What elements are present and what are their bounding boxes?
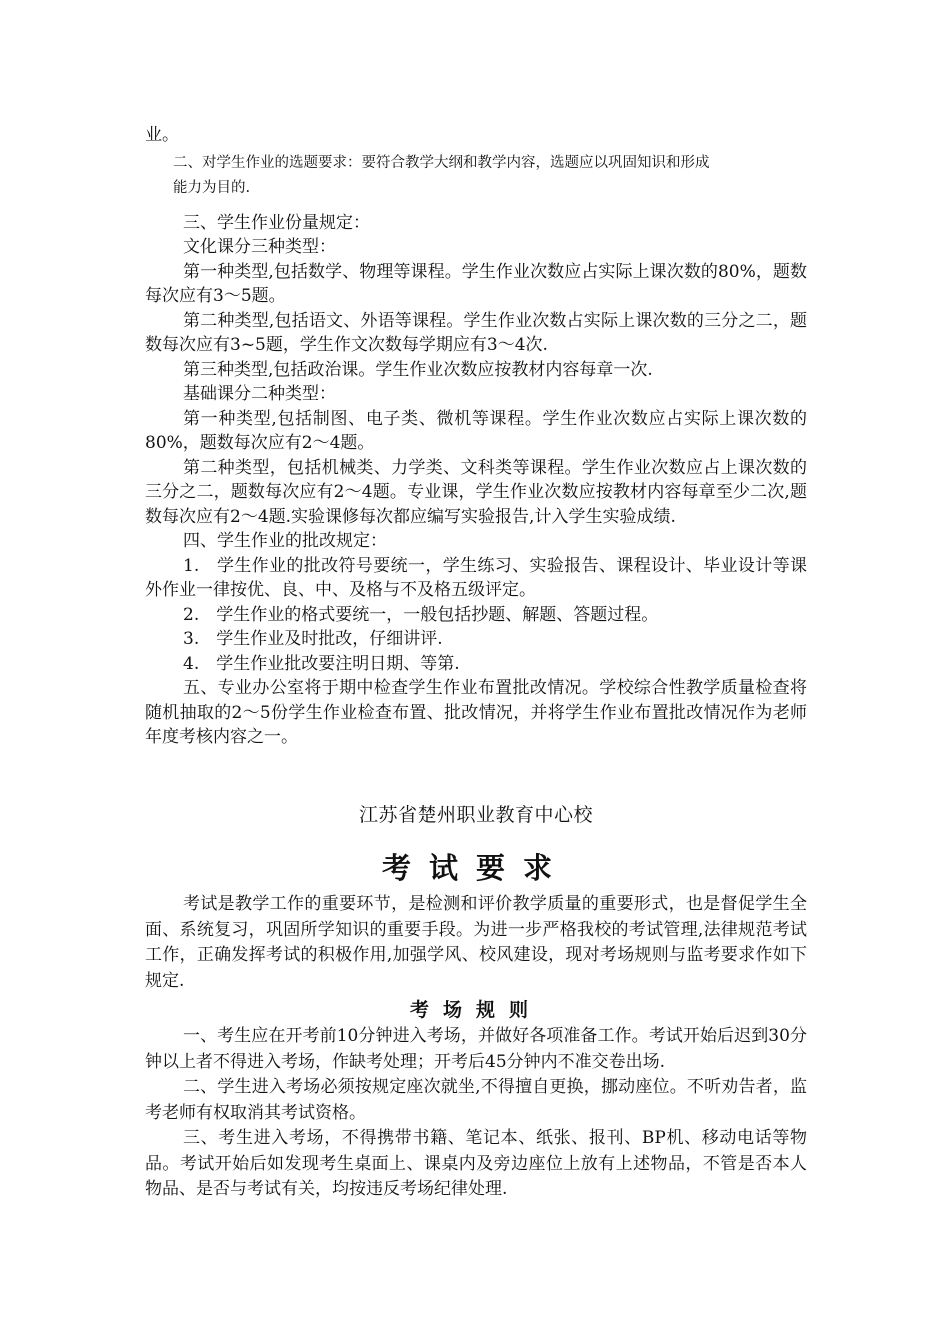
rules-title: 考场规则 xyxy=(409,999,542,1021)
culture-heading: 文化课分三种类型： xyxy=(183,237,336,257)
exam-rule-1: 一、考生应在开考前10分钟进入考场，并做好各项准备工作。考试开始后迟到30分钟以上者不得进入考场，作缺考处理；开考后45分钟内不准交卷出场. xyxy=(145,1026,807,1072)
exam-rule-2: 二、学生进入考场必须按规定座次就坐,不得擅自更换，挪动座位。不听劝告者，监考老师有权取消其考试资格。 xyxy=(145,1077,807,1123)
rule-4-heading: 四、学生作业的批改规定： xyxy=(183,531,387,551)
exam-rule-3: 三、考生进入考场，不得携带书籍、笔记本、纸张、报刊、BP机、移动电话等物品。考试开始后如发现考生桌面上、课桌内及旁边座位上放有上述物品，不管是否本人物品、是否与考试有关，均按违反考场纪律处理. xyxy=(145,1128,807,1199)
rule-2-line1: 二、对学生作业的选题要求：要符合教学大纲和教学内容，选题应以巩固知识和形成 xyxy=(173,154,710,171)
basic-type-2: 第二种类型，包括机械类、力学类、文科类等课程。学生作业次数应占上课次数的三分之二，题数每次应有2～4题。专业课，学生作业次数应按教材内容每章至少二次,题数每次应有2～4题.实验课修每次都应编写实验报告,计入学生实验成绩. xyxy=(145,457,807,527)
exam-section xyxy=(145,782,807,1203)
homework-section xyxy=(145,123,807,750)
culture-type-1: 第一种类型,包括数学、物理等课程。学生作业次数应占实际上课次数的80%，题数每次应有3～5题。 xyxy=(145,261,807,306)
rule-4-point-3: 3. 学生作业及时批改，仔细讲评. xyxy=(183,629,443,649)
basic-heading: 基础课分二种类型： xyxy=(183,384,336,404)
rule-2-line2: 能力为目的. xyxy=(173,179,251,196)
rule-4-point-1: 1. 学生作业的批改符号要统一，学生练习、实验报告、课程设计、毕业设计等课外作业一律按优、良、中、及格与不及格五级评定。 xyxy=(145,555,807,600)
rule-3-heading: 三、学生作业份量规定： xyxy=(183,212,370,233)
top-fragment: 业。 xyxy=(145,125,179,145)
basic-type-1: 第一种类型,包括制图、电子类、微机等课程。学生作业次数应占实际上课次数的80%，题数每次应有2～4题。 xyxy=(145,408,807,453)
exam-title: 考试要求 xyxy=(381,851,570,885)
exam-intro: 考试是教学工作的重要环节，是检测和评价教学质量的重要形式，也是督促学生全面、系统复习，巩固所学知识的重要手段。为进一步严格我校的考试管理,法律规范考试工作，正确发挥考试的积极作用,加强学风、校风建设，现对考场规则与监考要求作如下规定. xyxy=(145,894,807,991)
culture-type-3: 第三种类型,包括政治课。学生作业次数应按教材内容每章一次. xyxy=(183,359,653,380)
rule-4-point-4: 4. 学生作业批改要注明日期、等第. xyxy=(183,653,460,674)
school-name: 江苏省楚州职业教育中心校 xyxy=(358,804,593,826)
rule-4-point-2: 2. 学生作业的格式要统一，一般包括抄题、解题、答题过程。 xyxy=(183,604,659,625)
rule-5: 五、专业办公室将于期中检查学生作业布置批改情况。学校综合性教学质量检查将随机抽取的2～5份学生作业检查布置、批改情况，并将学生作业布置批改情况作为老师年度考核内容之一。 xyxy=(145,678,807,747)
culture-type-2: 第二种类型,包括语文、外语等课程。学生作业次数占实际上课次数的三分之二，题数每次应有3~5题，学生作文次数每学期应有3～4次. xyxy=(145,310,807,355)
